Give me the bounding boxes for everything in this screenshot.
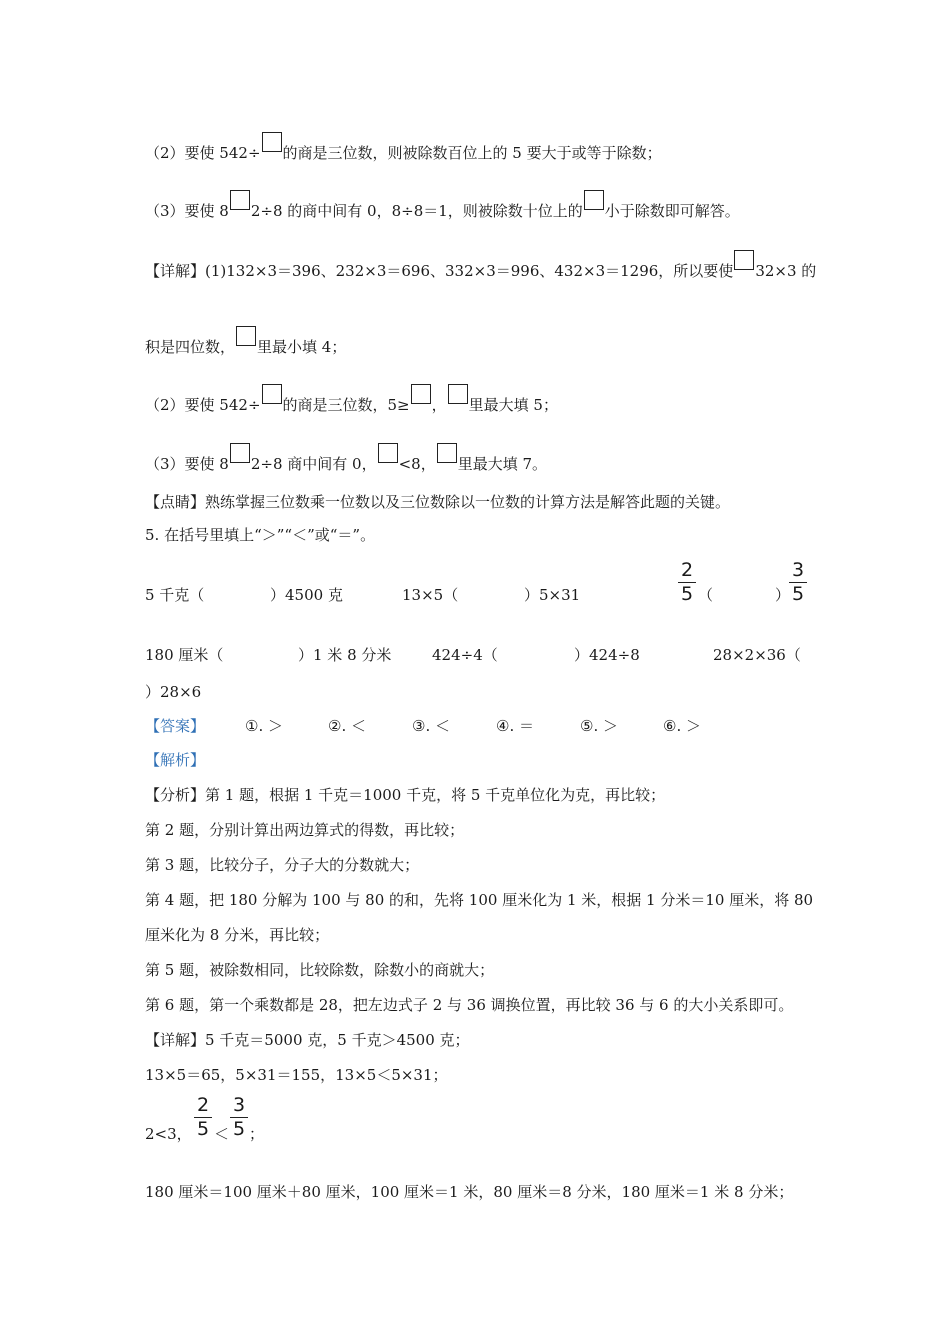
blank-box: [734, 250, 754, 270]
blank-box: [448, 384, 468, 404]
s4-detail-1: [145, 250, 816, 281]
fraction-2-5: [678, 561, 696, 604]
q5-r1-c-left: （: [698, 586, 714, 604]
text: 2÷8 的商中间有 0，8÷8＝1，则被除数十位上的: [250, 202, 583, 220]
blank-box: [230, 443, 250, 463]
detail-line: 13×5＝65，5×31＝155，13×5＜5×31；: [145, 1066, 448, 1084]
fraction-3-5: [230, 1096, 248, 1139]
answer-label: 【答案】: [145, 717, 206, 735]
answer-2: ②. ＜: [328, 717, 366, 735]
answer-1: ①. ＞: [245, 717, 283, 735]
q5-r1-a-left: 5 千克（: [145, 586, 205, 604]
s4-line-p3: [145, 190, 740, 221]
q5-r1-b-right: ）5×31: [524, 586, 581, 604]
analysis-line: 厘米化为 8 分米，再比较；: [145, 926, 330, 944]
fraction-denominator: 5: [232, 1118, 246, 1140]
q5-r2-b-left: 424÷4（: [432, 646, 498, 664]
text: 32×3 的: [755, 262, 817, 280]
fraction-numerator: 3: [232, 1094, 246, 1116]
text: 小于除数即可解答。: [604, 202, 740, 220]
analysis-line: 【分析】第 1 题，根据 1 千克＝1000 千克，将 5 千克单位化为克，再比较；: [145, 786, 666, 804]
fraction-2-5: [194, 1096, 212, 1139]
q5-r1-c-right: ）: [775, 586, 791, 604]
analysis-line: 第 5 题，被除数相同，比较除数，除数小的商就大；: [145, 961, 495, 979]
s4-detail-2: [145, 384, 558, 415]
answer-3: ③. ＜: [412, 717, 450, 735]
text: 的商是三位数，则被除数百位上的 5 要大于或等于除数；: [282, 144, 662, 162]
fraction-numerator: 2: [196, 1094, 210, 1116]
fraction-denominator: 5: [791, 583, 805, 605]
s4-detail-3: [145, 443, 547, 474]
analysis-label: 【解析】: [145, 751, 206, 769]
blank-box: [437, 443, 457, 463]
analysis-line: 第 3 题，比较分子，分子大的分数就大；: [145, 856, 420, 874]
blank-box: [411, 384, 431, 404]
text: （3）要使 8: [145, 455, 229, 473]
q5-r1-a-right: ）4500 克: [270, 586, 343, 604]
answer-5: ⑤. ＞: [580, 717, 618, 735]
q5-r2-b-right: ）424÷8: [574, 646, 640, 664]
blank-box: [378, 443, 398, 463]
text: （2）要使 542÷: [145, 144, 261, 162]
fraction-denominator: 5: [680, 583, 694, 605]
q5-r2-c-right: ）28×6: [145, 683, 202, 701]
analysis-line: 第 4 题，把 180 分解为 100 与 80 的和，先将 100 厘米化为 1 米，根据 1 分米＝10 厘米，将 80: [145, 891, 814, 909]
text: (1)132×3＝396、232×3＝696、332×3＝996、432×3＝1296，所以要使: [205, 262, 734, 280]
text: ，: [431, 396, 447, 414]
analysis-line: 第 2 题，分别计算出两边算式的得数，再比较；: [145, 821, 465, 839]
q5-title: 5. 在括号里填上“＞”“＜”或“＝”。: [145, 526, 376, 544]
detail-last: 180 厘米＝100 厘米＋80 厘米，100 厘米＝1 米，80 厘米＝8 分米，180 厘米＝1 米 8 分米；: [145, 1183, 794, 1201]
text: <8，: [398, 455, 436, 473]
detail-frac-end: ；: [249, 1125, 265, 1143]
text: （3）要使 8: [145, 202, 229, 220]
text: 的商是三位数，5≥: [282, 396, 410, 414]
detail-line: 【详解】5 千克＝5000 克，5 千克＞4500 克；: [145, 1031, 470, 1049]
text: 2÷8 商中间有 0，: [250, 455, 377, 473]
s4-comment: 【点睛】熟练掌握三位数乘一位数以及三位数除以一位数的计算方法是解答此题的关键。: [145, 493, 731, 511]
fraction-numerator: 3: [791, 559, 805, 581]
text: 里最大填 5；: [468, 396, 558, 414]
q5-r2-a-right: ）1 米 8 分米: [298, 646, 392, 664]
detail-frac-pre: 2<3，: [145, 1125, 192, 1143]
blank-box: [230, 190, 250, 210]
text: 积是四位数，: [145, 338, 236, 356]
fraction-3-5: [789, 561, 807, 604]
blank-box: [584, 190, 604, 210]
q5-r2-a-left: 180 厘米（: [145, 646, 224, 664]
fraction-denominator: 5: [196, 1118, 210, 1140]
detail-label: 【详解】: [145, 262, 206, 280]
fraction-numerator: 2: [680, 559, 694, 581]
text: 里最大填 7。: [457, 455, 548, 473]
q5-r1-b-left: 13×5（: [402, 586, 459, 604]
text: （2）要使 542÷: [145, 396, 261, 414]
blank-box: [262, 132, 282, 152]
text: 里最小填 4；: [257, 338, 347, 356]
s4-line-p2: [145, 132, 662, 163]
answer-6: ⑥. ＞: [663, 717, 701, 735]
analysis-line: 第 6 题，第一个乘数都是 28，把左边式子 2 与 36 调换位置，再比较 36 与 6 的大小关系即可。: [145, 996, 794, 1014]
s4-detail-1b: [145, 326, 346, 357]
detail-frac-lt: ＜: [214, 1125, 230, 1143]
q5-r2-c-left: 28×2×36（: [713, 646, 801, 664]
blank-box: [236, 326, 256, 346]
blank-box: [262, 384, 282, 404]
answer-4: ④. ＝: [496, 717, 534, 735]
